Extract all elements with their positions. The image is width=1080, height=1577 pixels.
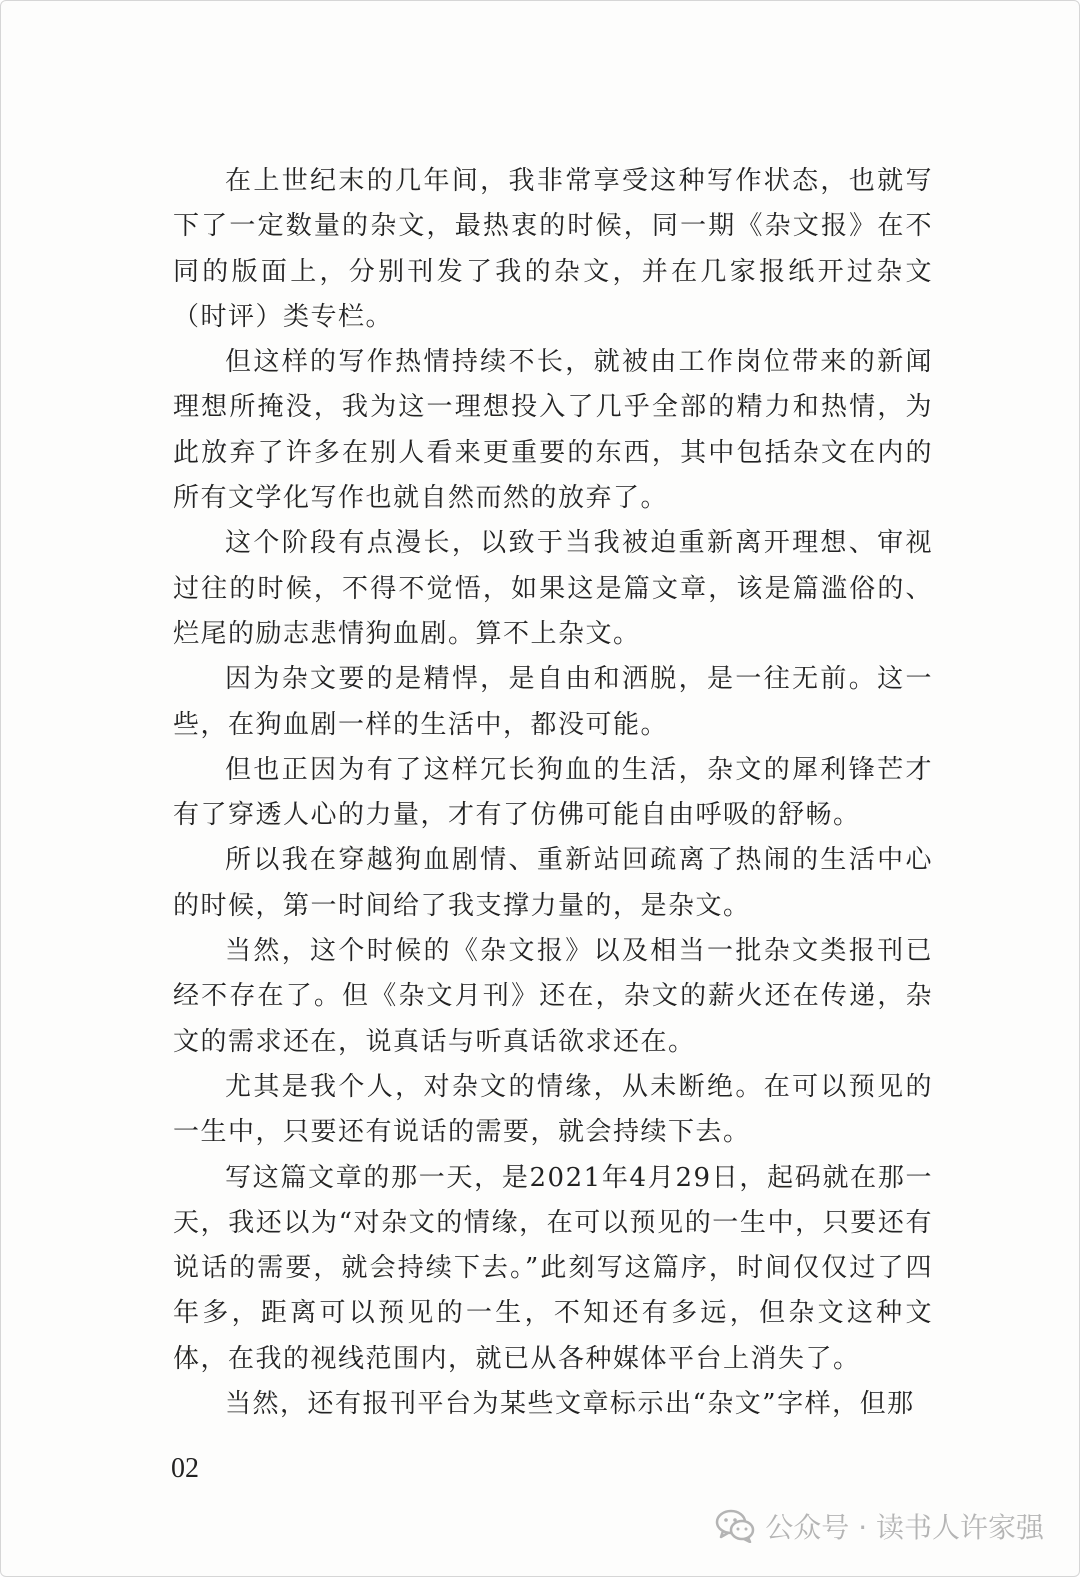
paragraph: 但也正因为有了这样冗长狗血的生活，杂文的犀利锋芒才有了穿透人心的力量，才有了仿佛可能自由呼吸的舒畅。 — [173, 754, 933, 831]
watermark — [715, 1506, 1044, 1546]
paragraph: 写这篇文章的那一天，是2021年4月29日，起码就在那一天，我还以为“对杂文的情缘，在可以预见的一生中，只要还有说话的需要，就会持续下去。”此刻写这篇序，时间仅仅过了四年多，距离可以预见的一生，不知还有多远，但杂文这种文体，在我的视线范围内，就已从各种媒体平台上消失了。 — [173, 1162, 933, 1374]
paragraph: 但这样的写作热情持续不长，就被由工作岗位带来的新闻理想所掩没，我为这一理想投入了几乎全部的精力和热情，为此放弃了许多在别人看来更重要的东西，其中包括杂文在内的所有文学化写作也就自然而然的放弃了。 — [173, 347, 933, 514]
paragraph: 因为杂文要的是精悍，是自由和洒脱，是一往无前。这一些，在狗血剧一样的生活中，都没可能。 — [173, 664, 933, 740]
paragraph: 所以我在穿越狗血剧情、重新站回疏离了热闹的生活中心的时候，第一时间给了我支撑力量的，是杂文。 — [173, 845, 933, 921]
paragraph: 当然，还有报刊平台为某些文章标示出“杂文”字样，但那 — [225, 1389, 915, 1420]
paragraph: 在上世纪末的几年间，我非常享受这种写作状态，也就写下了一定数量的杂文，最热衷的时候，同一期《杂文报》在不同的版面上，分别刊发了我的杂文，并在几家报纸开过杂文（时评）类专栏。 — [173, 166, 933, 332]
watermark-text: 公众号 · 读书人许家强 — [765, 1511, 1044, 1544]
paragraph: 当然，这个时候的《杂文报》以及相当一批杂文类报刊已经不存在了。但《杂文月刊》还在，杂文的薪火还在传递，杂文的需求还在，说真话与听真话欲求还在。 — [173, 936, 933, 1057]
paragraph: 尤其是我个人，对杂文的情缘，从未断绝。在可以预见的一生中，只要还有说话的需要，就会持续下去。 — [173, 1071, 933, 1148]
body-text — [173, 159, 933, 1427]
wechat-icon — [715, 1509, 755, 1543]
paragraph: 这个阶段有点漫长，以致于当我被迫重新离开理想、审视过往的时候，不得不觉悟，如果这是篇文章，该是篇滥俗的、烂尾的励志悲情狗血剧。算不上杂文。 — [173, 528, 933, 649]
page-number: 02 — [171, 1453, 199, 1484]
